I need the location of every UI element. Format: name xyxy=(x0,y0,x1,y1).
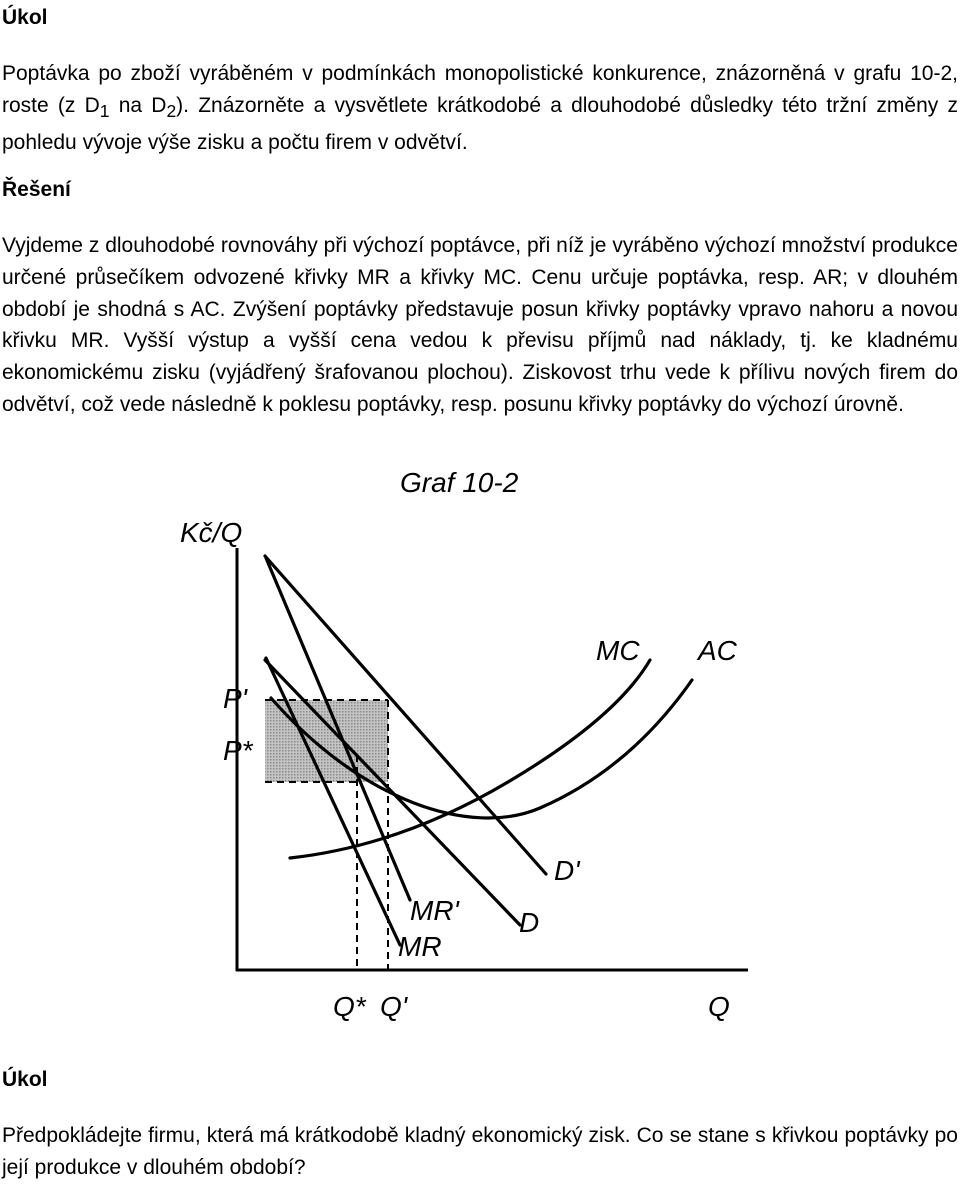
graph-title: Graf 10-2 xyxy=(400,467,519,498)
p-star-label: P* xyxy=(223,735,253,766)
y-axis-label: Kč/Q xyxy=(180,517,243,548)
d-prime-label: D' xyxy=(554,855,580,886)
task2-text: Předpokládejte firmu, která má krátkodobě kladný ekonomický zisk. Co se stane s křivkou poptávky po její produkce v dlouhém období? xyxy=(2,1124,958,1179)
x-axis-label: Q xyxy=(708,991,730,1022)
mr-label: MR xyxy=(398,931,442,962)
mc-label: MC xyxy=(596,635,640,666)
task-heading: Úkol xyxy=(2,6,48,29)
solution-text: Vyjdeme z dlouhodobé rovnováhy při výchozí poptávce, při níž je vyráběno výchozí množství produkce určené průsečíkem odvozené křivky MR a křivky MC. Cenu určuje poptávka, resp. AR; v dlouhém období je shodná s AC. Zvýšení poptávky představuje posun křivky poptávky vpravo nahoru a novou křivku MR. Vyšší výstup a vyšší cena vedou k převisu příjmů nad náklady, tj. ke kladnému ekonomickému zisku (vyjádřený šrafovanou plochou). Ziskovost trhu vede k přílivu nových firem do odvětví, což vede následně k poklesu poptávky, resp. posunu křivky poptávky do výchozí úrovně. xyxy=(2,234,958,416)
task2-heading: Úkol xyxy=(2,1068,48,1091)
task-text: Poptávka po zboží vyráběném v podmínkách monopolistické konkurence, znázorněná v grafu 10-2, roste (z $D_1$ na $D_2$). Znázorněte a vysvětlete krátkodobé a dlouhodobé důsledky této tržní změny z pohledu vývoje výše zisku a počtu firem v odvětví. xyxy=(2,62,958,155)
p-prime-label: P' xyxy=(223,683,248,714)
ac-label: AC xyxy=(698,635,737,666)
q-star-label: Q* xyxy=(333,991,366,1022)
mr-prime-label: MR' xyxy=(410,895,459,926)
d-label: D xyxy=(519,907,540,938)
q-prime-label: Q' xyxy=(380,991,408,1022)
solution-heading: Řešení xyxy=(2,178,71,201)
